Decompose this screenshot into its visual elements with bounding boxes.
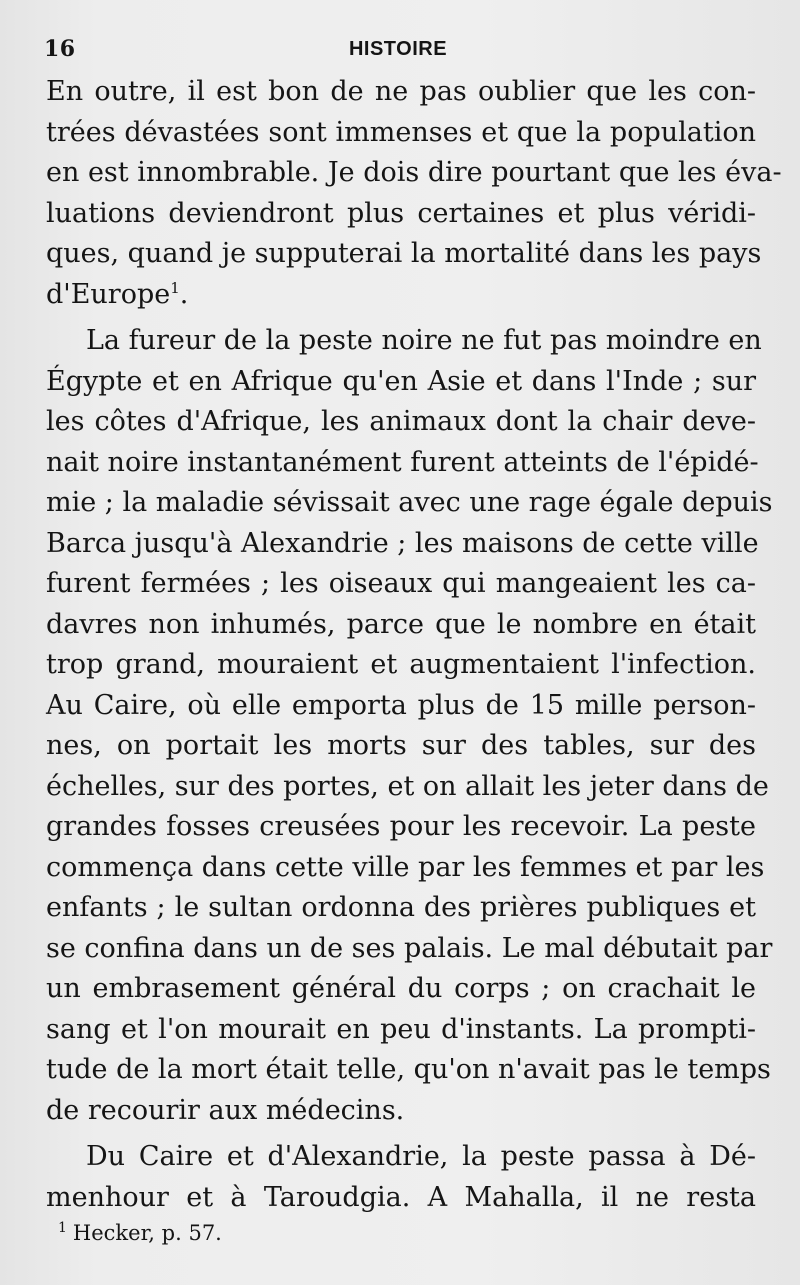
text-line-last (46, 275, 756, 316)
text-line: En outre, il est bon de ne pas oublier que les con- (46, 76, 756, 107)
text-line: sang et l'on mourait en peu d'instants. La prompti- (46, 1013, 756, 1045)
text-line-indented: Du Caire et d'Alexandrie, la peste passa à Dé- (86, 1141, 756, 1172)
text-line: mie ; la maladie sévissait avec une rage égale depuis (46, 487, 773, 518)
text-line-last: de recourir aux médecins. (46, 1094, 405, 1126)
text-line: ques, quand je supputerai la mortalité dans les pays (46, 238, 762, 269)
text-line: Barca jusqu'à Alexandrie ; les maisons de cette ville (46, 527, 759, 559)
text-line: en est innombrable. Je dois dire pourtant que les éva- (46, 157, 782, 188)
text-line: menhour et à Taroudgia. A Mahalla, il ne resta (46, 1181, 756, 1213)
text-line: un embrasement général du corps ; on crachait le (46, 973, 756, 1004)
running-head: HISTOIRE (348, 38, 448, 60)
footnote-text: Hecker, p. 57. (72, 1221, 222, 1245)
text-line: davres non inhumés, parce que le nombre en était (46, 608, 756, 640)
text-line: les côtes d'Afrique, les animaux dont la chair deve- (46, 406, 756, 437)
text-line: échelles, sur des portes, et on allait les jeter dans de (46, 770, 769, 802)
text-line: grandes fosses creusées pour les recevoir. La peste (46, 811, 756, 842)
text-line: luations deviendront plus certaines et plus véridi- (46, 197, 756, 229)
body-text (46, 72, 782, 1218)
line-text: d'Europe (46, 278, 171, 310)
text-line: furent fermées ; les oiseaux qui mangeaient les ca- (46, 568, 756, 599)
footnote-mark: 1 (58, 1220, 67, 1236)
text-line: enfants ; le sultan ordonna des prières publiques et (46, 892, 756, 923)
text-line: nes, on portait les morts sur des tables, sur des (46, 730, 756, 761)
text-line: commença dans cette ville par les femmes et par les (46, 851, 765, 883)
text-line: trées dévastées sont immenses et que la population (46, 116, 756, 148)
text-line: Au Caire, où elle emporta plus de 15 mille person- (46, 689, 756, 721)
footnote-reference: 1 (170, 278, 180, 297)
line-end: . (179, 278, 189, 310)
text-line: nait noire instantanément furent atteints de l'épidé- (46, 446, 759, 478)
text-line: trop grand, mouraient et augmentaient l'infection. (46, 649, 756, 680)
text-line-indented: La fureur de la peste noire ne fut pas moindre en (86, 325, 762, 356)
text-line: Égypte et en Afrique qu'en Asie et dans l'Inde ; sur (46, 365, 756, 397)
page-number: 16 (44, 36, 76, 62)
text-line: se confina dans un de ses palais. Le mal débutait par (46, 932, 773, 964)
page-header (44, 36, 752, 68)
text-line: tude de la mort était telle, qu'on n'avait pas le temps (46, 1054, 771, 1085)
footnote (58, 1218, 222, 1248)
